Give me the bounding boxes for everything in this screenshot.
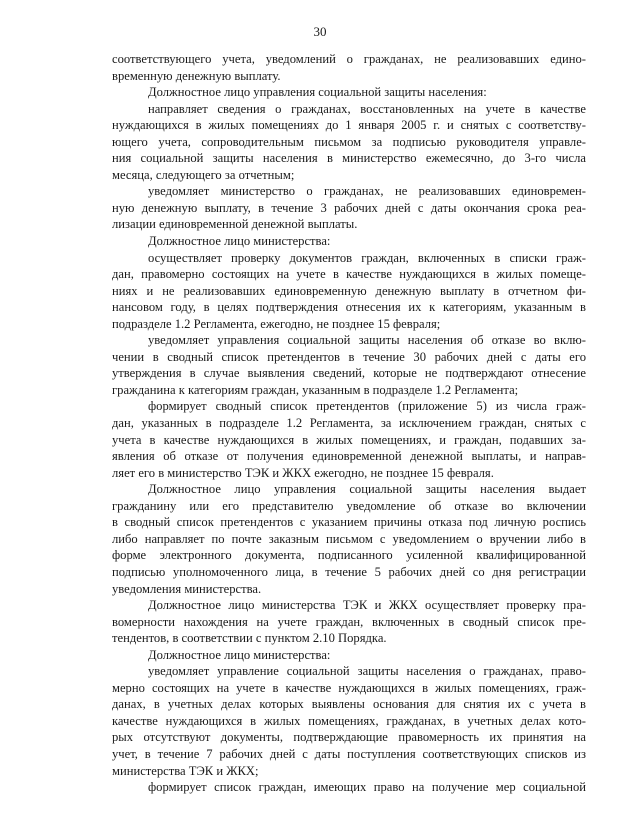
text-line: ную денежную выплату, в течение 3 рабочих дней с даты окончания срока реа- <box>112 200 586 215</box>
text-line: формирует сводный список претендентов (приложение 5) из числа граж- <box>148 399 586 414</box>
document-body <box>112 51 586 796</box>
text-line: подразделе 1.2 Регламента, ежегодно, не позднее 15 февраля; <box>112 316 441 331</box>
page-number: 30 <box>313 24 327 39</box>
text-line: ющего учета, сопроводительным письмом за подписью руководителя управле- <box>112 134 586 149</box>
text-line: в сводный список претендентов с указанием причины отказа под личную роспись <box>112 515 586 530</box>
text-line: мерно состоящих на учете в качестве нуждающихся в жилых помещениях, граж- <box>112 680 586 695</box>
text-line: соответствующего учета, уведомлений о гражданах, не реализовавших едино- <box>112 52 586 66</box>
text-line: уведомляет управления социальной защиты населения об отказе во вклю- <box>148 333 586 348</box>
text-line: лизации единовременной денежной выплаты. <box>112 217 358 232</box>
text-line: гражданину или его представителю уведомление об отказе во включении <box>112 498 586 513</box>
text-line: тендентов, в соответствии с пунктом 2.10 Порядка. <box>112 631 387 646</box>
text-line: подписью уполномоченного лица, в течение 5 рабочих дней со дня регистрации <box>112 564 586 579</box>
text-line: утверждения в случае выявления сведений, которые не подтверждают отнесение <box>112 366 586 381</box>
text-line: Должностное лицо министерства: <box>148 234 331 249</box>
text-line: чении в сводный список претендентов в течение 30 рабочих дней с даты его <box>112 349 586 364</box>
text-line: временную денежную выплату. <box>112 68 281 83</box>
text-line: нуждающихся в жилых помещениях до 1 января 2005 г. и снятых с соответству- <box>112 118 586 133</box>
text-line: гражданина к категориям граждан, указанным в подразделе 1.2 Регламента; <box>112 382 519 397</box>
text-line: направляет сведения о гражданах, восстановленных на учете в качестве <box>148 101 586 116</box>
text-line: уведомляет управление социальной защиты населения о гражданах, право- <box>148 664 586 679</box>
text-line: форме электронного документа, подписанного усиленной квалифицированной <box>112 548 586 563</box>
text-line: Должностное лицо управления социальной защиты населения выдает <box>148 482 586 497</box>
text-line: рых отсутствуют документы, подтверждающие правомерность их принятия на <box>112 730 586 745</box>
text-line: ляет его в министерство ТЭК и ЖКХ ежегодно, не позднее 15 февраля. <box>112 465 494 480</box>
text-line: учет, в течение 7 рабочих дней с даты поступления соответствующих списков из <box>112 746 586 761</box>
text-line: данах, в учетных делах которых выявлены основания для снятия их с учета в <box>112 697 586 712</box>
text-line: ния социальной защиты населения в министерство ежемесячно, до 3-го числа <box>112 151 586 166</box>
text-line: Должностное лицо министерства: <box>148 647 331 662</box>
text-line: уведомления министерства. <box>112 581 262 596</box>
text-line: уведомляет министерство о гражданах, не реализовавших единовремен- <box>148 184 586 199</box>
text-line: явления об отказе от получения единовременной денежной выплаты, и направ- <box>112 449 586 464</box>
text-line: качестве нуждающихся в жилых помещениях, гражданах, в учетных делах кото- <box>112 713 586 728</box>
text-line: учета в качестве нуждающихся в жилых помещениях, и граждан, подавших за- <box>112 432 586 447</box>
text-line: формирует список граждан, имеющих право на получение мер социальной <box>148 780 586 795</box>
text-line: месяца, следующего за отчетным; <box>112 167 295 182</box>
text-line: дан, правомерно состоящих на учете в качестве нуждающихся в жилых помеще- <box>112 267 586 282</box>
text-line: Должностное лицо министерства ТЭК и ЖКХ осуществляет проверку пра- <box>148 598 586 613</box>
text-line: ниях и не реализовавших единовременную денежную выплату в отчетном фи- <box>112 283 586 298</box>
text-line: нансовом году, в целях подтверждения отнесения их к категориям, указанным в <box>112 300 586 315</box>
text-line: министерства ТЭК и ЖКХ; <box>112 763 259 778</box>
text-line: Должностное лицо управления социальной защиты населения: <box>148 85 487 100</box>
text-line: дан, указанных в подразделе 1.2 Регламента, за исключением граждан, снятых с <box>112 416 586 431</box>
text-line: вомерности нахождения на учете граждан, включенных в сводный список пре- <box>112 614 586 629</box>
text-line: либо направляет по почте заказным письмом с уведомлением о вручении либо в <box>112 531 586 546</box>
text-line: осуществляет проверку документов граждан, включенных в списки граж- <box>148 250 586 265</box>
